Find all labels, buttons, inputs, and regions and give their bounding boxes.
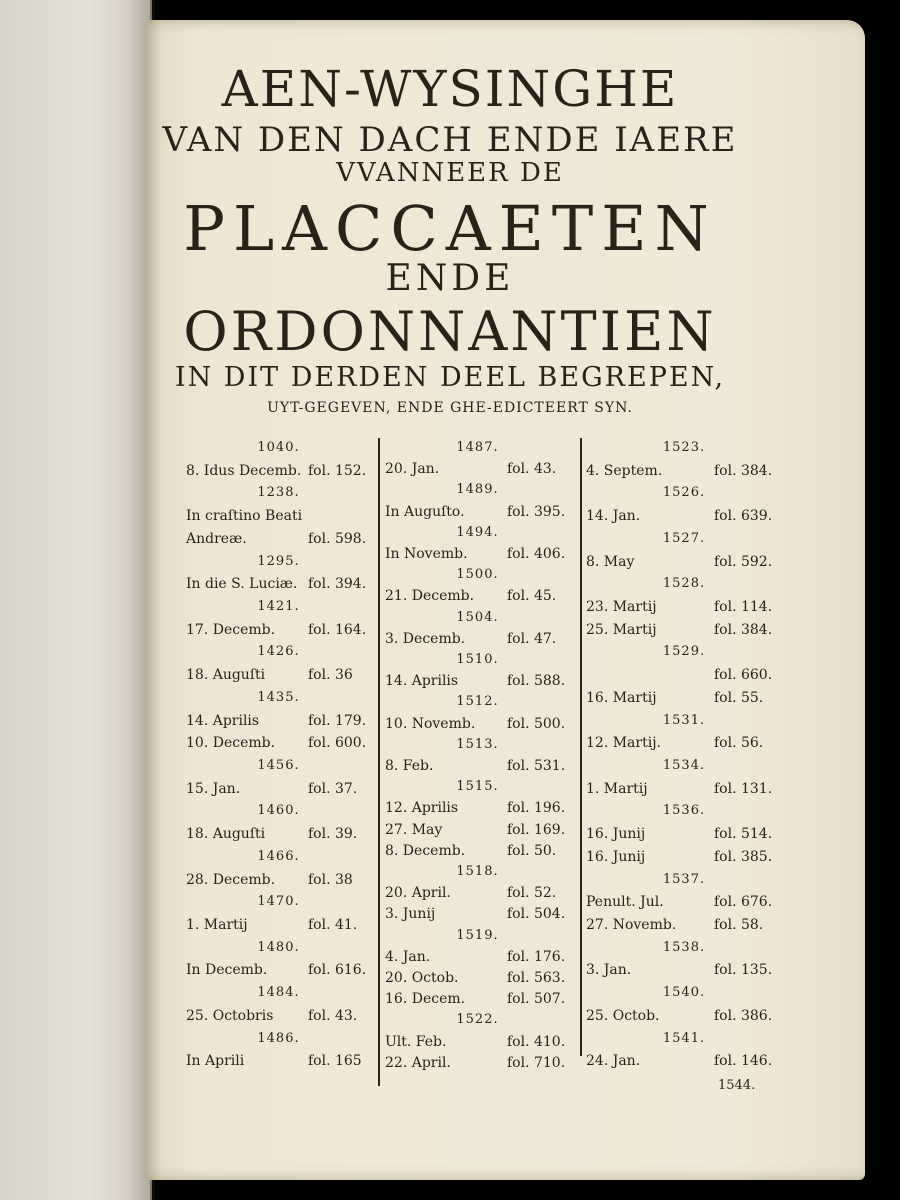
entry-folio: fol. 146.: [714, 1053, 773, 1070]
entry-date: 25. Octobris: [186, 1007, 274, 1024]
entry-folio: fol. 507.: [507, 991, 566, 1008]
year-heading: 1487.: [456, 440, 499, 455]
entry-date: 16. Junij: [586, 848, 646, 865]
entry-date: Andreæ.: [186, 530, 247, 547]
year-heading: 1426.: [257, 644, 300, 660]
entry-date: 18. Auguſti: [186, 667, 266, 684]
entry-date: 18. Auguſti: [186, 826, 266, 843]
year-heading: 1519.: [456, 927, 499, 943]
entry-date: 20. Octob.: [385, 970, 459, 986]
entry-date: 15. Jan.: [186, 780, 241, 797]
entry-folio: fol. 176.: [507, 948, 566, 965]
entry-date: 8. Feb.: [385, 758, 434, 774]
entry-date: 10. Decemb.: [186, 735, 276, 752]
entry-folio: fol. 131.: [714, 780, 773, 797]
year-heading: 1534.: [662, 758, 706, 773]
year-heading: 1518.: [456, 864, 499, 879]
entry-folio: fol. 410.: [507, 1033, 566, 1050]
column-rule-1: [378, 438, 380, 1086]
entry-date: Penult. Jul.: [586, 894, 664, 911]
entry-folio: fol. 43.: [308, 1007, 358, 1024]
year-heading: 1538.: [662, 939, 706, 955]
title-line-8: UYT-GEGEVEN, ENDE GHE-EDICTEERT SYN.: [267, 400, 633, 416]
entry-folio: fol. 504.: [507, 906, 566, 923]
year-heading: 1504.: [456, 609, 499, 625]
entry-folio: fol. 58.: [714, 917, 764, 933]
title-line-3: VVANNEER DE: [336, 158, 564, 188]
year-heading: 1529.: [662, 644, 706, 660]
entry-folio: fol. 45.: [507, 588, 557, 605]
entry-folio: fol. 500.: [507, 715, 566, 732]
year-heading: 1456.: [257, 758, 300, 773]
entry-folio: fol. 39.: [308, 826, 358, 843]
entry-date: 10. Novemb.: [385, 715, 476, 732]
entry-date: 27. May: [385, 821, 443, 838]
entry-date: 14. Aprilis: [186, 712, 260, 729]
entry-folio: fol. 169.: [507, 821, 566, 838]
entry-folio: fol. 56.: [714, 735, 764, 752]
year-heading: 1295.: [257, 553, 300, 569]
entry-folio: fol. 179.: [308, 712, 367, 729]
entry-folio: fol. 710.: [507, 1054, 566, 1071]
title-line-5: ENDE: [385, 258, 515, 299]
entry-date: 4. Septem.: [586, 462, 663, 479]
entry-folio: fol. 592.: [714, 553, 773, 570]
index-column-1: [186, 436, 371, 1086]
year-heading: 1510.: [456, 652, 499, 667]
entry-folio: fol. 41.: [308, 917, 358, 933]
title-line-6: ORDONNANTIEN: [183, 300, 717, 363]
year-heading: 1512.: [456, 694, 499, 710]
title-line-2: VAN DEN DACH ENDE IAERE: [162, 120, 738, 160]
year-heading: 1537.: [662, 871, 706, 887]
title-line-7: IN DIT DERDEN DEEL BEGREPEN,: [174, 362, 726, 393]
entry-date: Ult. Feb.: [385, 1033, 447, 1050]
entry-folio: fol. 36: [308, 667, 353, 684]
year-heading: 1435.: [257, 689, 300, 705]
entry-date: 8. May: [586, 553, 635, 570]
year-heading: 1540.: [662, 985, 706, 1001]
entry-folio: fol. 165: [308, 1053, 362, 1070]
entry-folio: fol. 616.: [308, 962, 367, 979]
year-heading: 1513.: [456, 736, 499, 752]
entry-folio: fol. 639.: [714, 508, 773, 525]
entry-folio: fol. 598.: [308, 530, 367, 547]
entry-folio: fol. 135.: [714, 962, 773, 979]
year-heading: 1515.: [456, 779, 499, 795]
year-heading: 1523.: [662, 440, 706, 455]
year-heading: 1470.: [257, 894, 300, 910]
entry-folio: fol. 384.: [714, 621, 773, 638]
year-heading: 1421.: [257, 599, 300, 614]
entry-date: 23. Martij: [586, 599, 657, 615]
year-heading: 1526.: [662, 485, 706, 501]
entry-folio: fol. 38: [308, 871, 353, 888]
entry-date: 25. Octob.: [586, 1007, 660, 1024]
entry-date: 8. Idus Decemb.: [186, 462, 302, 479]
year-heading: 1480.: [257, 939, 300, 955]
year-heading: 1528.: [662, 576, 706, 592]
entry-folio: fol. 394.: [308, 576, 367, 593]
entry-folio: fol. 37.: [308, 780, 358, 797]
title-line-1: AEN-WYSINGHE: [221, 60, 679, 118]
year-heading: 1500.: [456, 567, 499, 583]
index-column-2: [385, 436, 570, 1086]
entry-folio: fol. 164.: [308, 621, 367, 638]
entry-date: In craſtino Beati: [186, 508, 303, 525]
entry-folio: fol. 52.: [507, 885, 557, 902]
catchword: 1544.: [718, 1078, 756, 1093]
year-heading: 1541.: [662, 1030, 706, 1046]
entry-folio: fol. 660.: [714, 667, 773, 684]
entry-folio: fol. 196.: [507, 800, 566, 817]
entry-date: In Aprili: [186, 1053, 245, 1070]
entry-date: 3. Jan.: [586, 962, 632, 979]
title-line-4: PLACCAETEN: [183, 192, 717, 265]
year-heading: 1522.: [456, 1012, 499, 1028]
entry-folio: fol. 600.: [308, 735, 367, 752]
entry-date: 12. Aprilis: [385, 800, 459, 817]
entry-date: In Novemb.: [385, 546, 468, 562]
entry-folio: fol. 152.: [308, 462, 367, 479]
entry-date: In die S. Luciæ.: [186, 576, 298, 593]
entry-folio: fol. 114.: [714, 599, 773, 615]
entry-date: 16. Junij: [586, 826, 646, 843]
entry-folio: fol. 43.: [507, 461, 557, 478]
entry-folio: fol. 588.: [507, 673, 566, 690]
entry-date: 14. Jan.: [586, 508, 641, 525]
entry-date: 17. Decemb.: [186, 621, 276, 638]
year-heading: 1466.: [257, 848, 300, 864]
entry-date: 25. Martij: [586, 621, 657, 638]
index-column-3: [586, 436, 782, 1086]
entry-date: 1. Martij: [586, 780, 648, 797]
entry-date: 24. Jan.: [586, 1053, 641, 1070]
entry-date: 20. April.: [385, 885, 451, 902]
entry-date: 3. Decemb.: [385, 630, 466, 647]
entry-date: 22. April.: [385, 1054, 451, 1071]
year-heading: 1238.: [257, 485, 300, 501]
entry-folio: fol. 676.: [714, 894, 773, 911]
entry-folio: fol. 386.: [714, 1007, 773, 1024]
entry-date: 8. Decemb.: [385, 842, 466, 859]
entry-date: 27. Novemb.: [586, 917, 677, 933]
entry-date: 4. Jan.: [385, 948, 431, 965]
entry-date: 3. Junij: [385, 906, 436, 923]
entry-folio: fol. 47.: [507, 630, 557, 647]
entry-date: 28. Decemb.: [186, 871, 276, 888]
column-rule-2: [580, 438, 582, 1056]
entry-date: 20. Jan.: [385, 461, 440, 478]
year-heading: 1486.: [257, 1030, 300, 1046]
year-heading: 1484.: [257, 985, 300, 1001]
entry-date: 21. Decemb.: [385, 588, 475, 605]
year-heading: 1040.: [257, 440, 300, 455]
entry-date: 16. Decem.: [385, 991, 466, 1008]
entry-folio: fol. 514.: [714, 826, 773, 843]
year-heading: 1494.: [456, 524, 499, 540]
year-heading: 1536.: [662, 803, 706, 819]
entry-folio: fol. 395.: [507, 503, 566, 520]
entry-date: In Decemb.: [186, 962, 268, 979]
entry-folio: fol. 531.: [507, 758, 566, 774]
year-heading: 1489.: [456, 482, 499, 498]
entry-date: 12. Martij.: [586, 735, 661, 752]
entry-date: 14. Aprilis: [385, 673, 459, 690]
entry-folio: fol. 563.: [507, 970, 566, 986]
entry-folio: fol. 384.: [714, 462, 773, 479]
entry-date: 16. Martij: [586, 689, 657, 706]
entry-folio: fol. 406.: [507, 546, 566, 562]
year-heading: 1531.: [662, 712, 706, 728]
entry-folio: fol. 55.: [714, 689, 764, 706]
entry-date: In Auguſto.: [385, 503, 465, 520]
entry-folio: fol. 50.: [507, 842, 557, 859]
year-heading: 1460.: [257, 803, 300, 819]
entry-date: 1. Martij: [186, 917, 248, 933]
year-heading: 1527.: [662, 530, 706, 546]
entry-folio: fol. 385.: [714, 848, 773, 865]
